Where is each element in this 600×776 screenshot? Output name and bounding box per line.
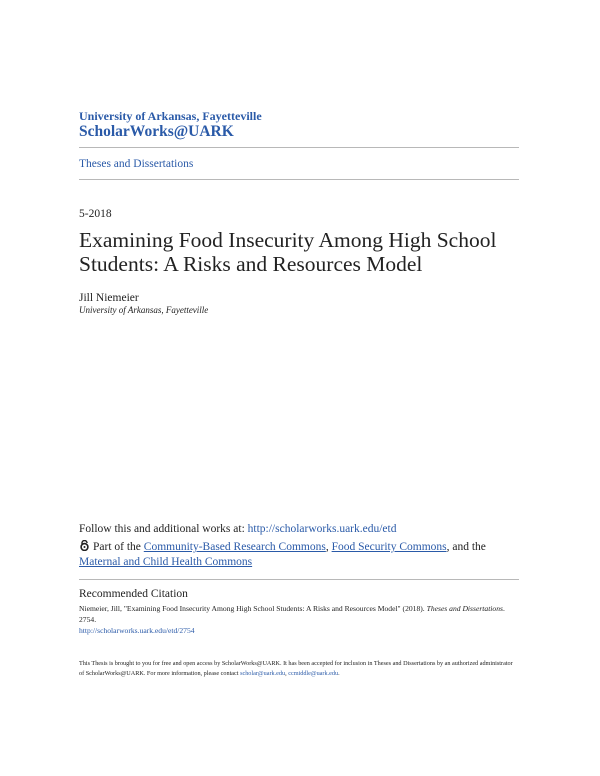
site-name[interactable]: ScholarWorks@UARK xyxy=(79,123,234,140)
document-title: Examining Food Insecurity Among High School Students: A Risks and Resources Model xyxy=(79,228,497,276)
collection-divider xyxy=(79,179,519,180)
part-of-prefix: Part of the xyxy=(93,541,144,553)
citation-number: . 2754. xyxy=(79,604,505,624)
citation-body: Niemeier, Jill, "Examining Food Insecurity Among High School Students: A Risks and Resources Model" (2018). xyxy=(79,604,427,613)
author-affiliation: University of Arkansas, Fayetteville xyxy=(79,305,209,315)
food-security-link[interactable]: Food Security Commons xyxy=(331,541,447,553)
part-of-sep: , xyxy=(325,541,332,553)
citation-divider xyxy=(79,579,519,580)
footer-end: . xyxy=(338,670,340,677)
follow-link[interactable]: http://scholarworks.uark.edu/etd xyxy=(247,523,397,535)
follow-line xyxy=(79,522,396,536)
email-scholar-link[interactable]: scholar@uark.edu xyxy=(240,670,286,677)
footer-text: This Thesis is brought to you for free and open access by ScholarWorks@UARK. It has been accepted for inclusion in Theses and Dissertations by an authorized administrator of ScholarWorks@UARK. For more information, please contact xyxy=(79,660,513,677)
footer-sep: , xyxy=(285,670,289,677)
maternal-child-health-link[interactable]: Maternal and Child Health Commons xyxy=(79,555,253,568)
part-of-line xyxy=(79,540,529,569)
citation-text xyxy=(79,603,519,636)
follow-prefix: Follow this and additional works at: xyxy=(79,523,248,535)
top-divider xyxy=(79,147,519,148)
footer-notice xyxy=(79,659,519,679)
open-access-icon xyxy=(79,540,90,551)
part-of-and: , and the xyxy=(446,541,486,553)
community-based-research-link[interactable]: Community-Based Research Commons xyxy=(143,541,326,553)
citation-url-link[interactable]: http://scholarworks.uark.edu/etd/2754 xyxy=(79,626,195,635)
citation-series: Theses and Dissertations xyxy=(426,604,503,613)
university-name[interactable]: University of Arkansas, Fayetteville xyxy=(79,109,262,123)
collection-link[interactable]: Theses and Dissertations xyxy=(79,158,194,170)
publication-date: 5-2018 xyxy=(79,208,112,220)
email-ccmiddle-link[interactable]: ccmiddle@uark.edu xyxy=(288,670,339,677)
author-name: Jill Niemeier xyxy=(79,292,139,304)
recommended-citation-heading: Recommended Citation xyxy=(79,588,188,600)
